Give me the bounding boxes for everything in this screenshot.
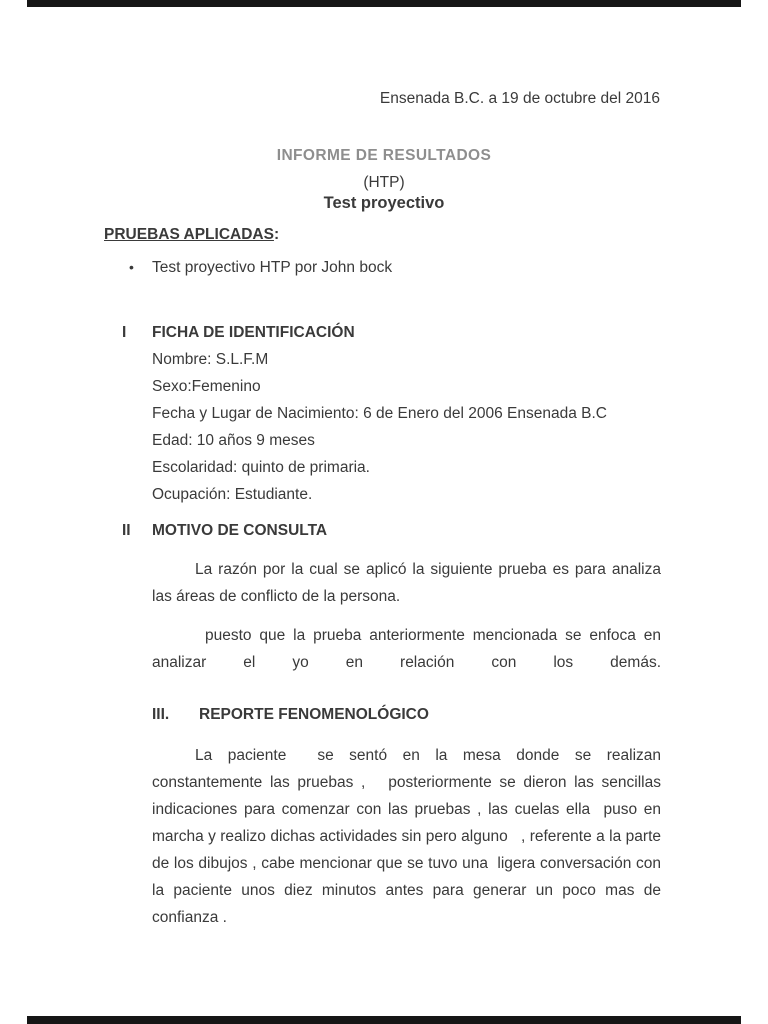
section-heading-underlined-text: PRUEBAS APLICADAS — [104, 226, 274, 243]
section-numeral: I — [122, 324, 127, 341]
identification-fields — [152, 346, 607, 508]
section-heading-text: FICHA DE IDENTIFICACIÓN — [152, 324, 355, 341]
adjacent-page-edge-top — [27, 0, 741, 7]
report-subtitle-htp: (HTP) — [363, 174, 405, 191]
section-heading-pruebas-aplicadas — [104, 221, 279, 248]
bullet-icon: • — [129, 259, 134, 275]
motivo-paragraph-1: La razón por la cual se aplicó la siguiente prueba es para analiza las áreas de conflicto de la persona. — [152, 561, 666, 605]
field-sexo: Sexo:Femenino — [152, 378, 261, 395]
field-fecha-lugar: Fecha y Lugar de Nacimiento: 6 de Enero del 2006 Ensenada B.C — [152, 405, 607, 422]
field-nombre: Nombre: S.L.F.M — [152, 351, 269, 368]
reporte-paragraph: La paciente se sentó en la mesa donde se realizan constantemente las pruebas , posteriormente se dieron las sencillas indicaciones para comenzar con las pruebas , las cuelas ella puso en marcha y realizo dichas actividades sin pero alguno , referente a la parte de los dibujos , cabe mencionar que se tuvo una ligera conversación con la paciente unos diez minutos antes para generar un poco mas de confianza . — [152, 747, 670, 926]
section-numeral: II — [122, 522, 131, 539]
section-heading-ficha — [122, 319, 355, 346]
section-heading-text: MOTIVO DE CONSULTA — [152, 522, 328, 539]
field-ocupacion: Ocupación: Estudiante. — [152, 486, 313, 503]
list-item — [129, 254, 392, 281]
section-heading-reporte — [152, 701, 429, 728]
date-line: Ensenada B.C. a 19 de octubre del 2016 — [379, 90, 660, 107]
field-edad: Edad: 10 años 9 meses — [152, 432, 315, 449]
report-title: INFORME DE RESULTADOS — [276, 147, 492, 164]
adjacent-page-edge-bottom — [27, 1016, 741, 1024]
report-subtitle-test: Test proyectivo — [323, 194, 445, 212]
motivo-paragraph-2: puesto que la prueba anteriormente mencionada se enfoca en analizar el yo en relación con los demás. — [152, 627, 666, 671]
list-item-text: Test proyectivo HTP por John bock — [152, 259, 393, 276]
section-numeral: III. — [152, 706, 170, 723]
section-heading-motivo — [122, 517, 327, 544]
field-escolaridad: Escolaridad: quinto de primaria. — [152, 459, 370, 476]
section-heading-text: REPORTE FENOMENOLÓGICO — [199, 706, 429, 723]
section-heading-colon: : — [273, 226, 280, 243]
